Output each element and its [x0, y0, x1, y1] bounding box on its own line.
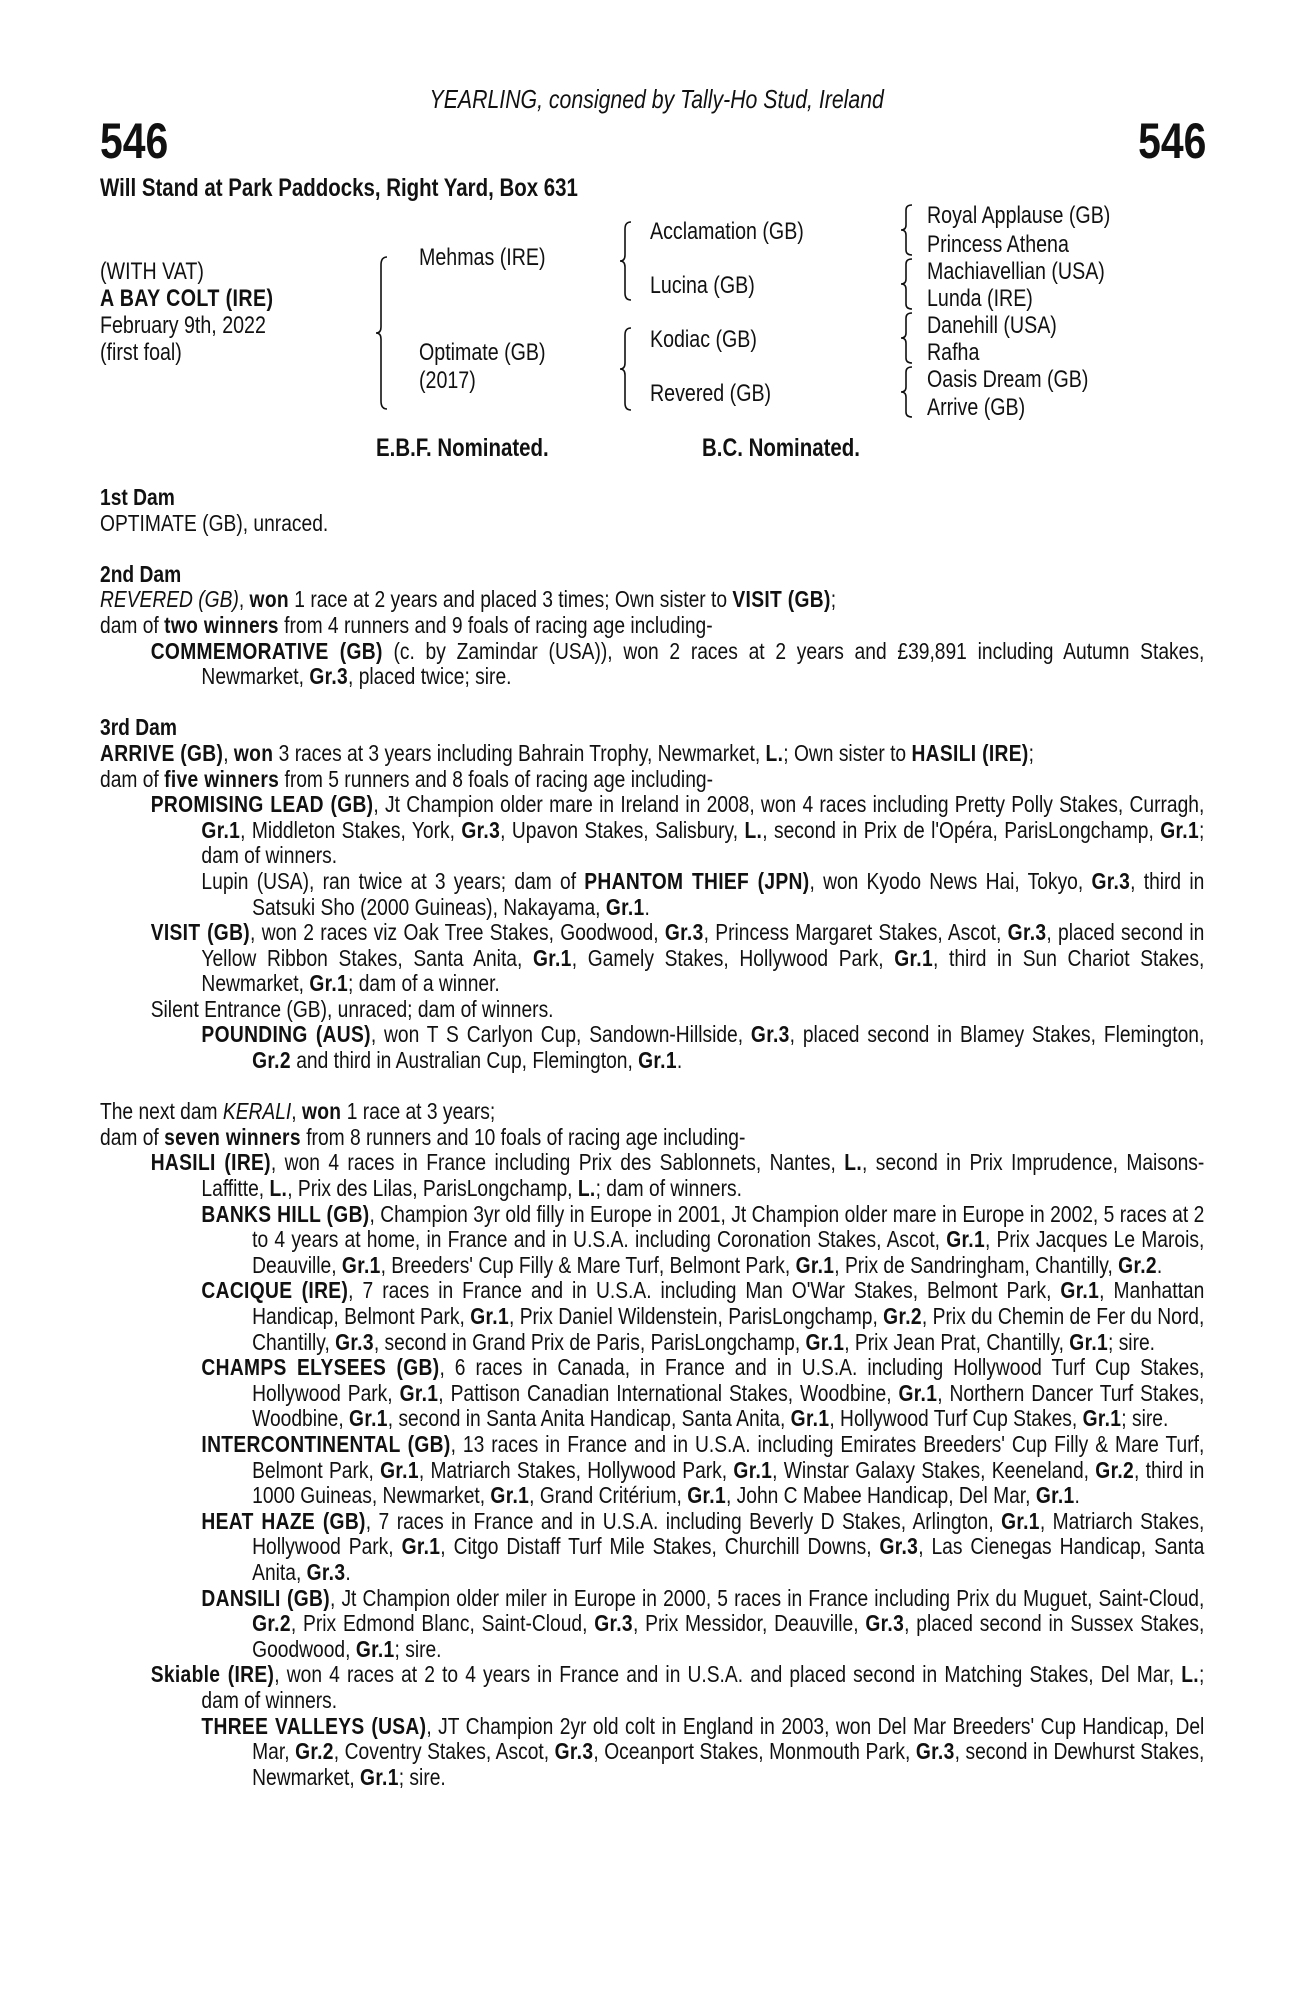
- bold-text: Gr.1: [399, 1379, 439, 1406]
- text: .: [676, 1047, 683, 1074]
- bold-text: Gr.1: [1082, 1405, 1122, 1432]
- text: , second in Prix de l'Opéra, ParisLongchamp,: [762, 816, 1161, 843]
- produce-record: [100, 1150, 1204, 1201]
- text: , second in Dewhurst Stakes, Newmarket,: [252, 1738, 1205, 1790]
- bold-text: won: [233, 739, 274, 766]
- sire-name: Mehmas (IRE): [419, 244, 546, 271]
- bold-text: L.: [1181, 1661, 1199, 1688]
- text: , Matriarch Stakes, Hollywood Park,: [418, 1456, 734, 1483]
- bc-nomination: [702, 434, 895, 463]
- text: , John C Mabee Handicap, Del Mar,: [725, 1482, 1036, 1509]
- text: , Jt Champion older mare in Ireland in 2008, won 4 races including Pretty Polly Stakes, Curragh,: [373, 791, 1205, 818]
- produce-record: [100, 767, 1204, 793]
- text: , Manhattan Handicap, Belmont Park,: [252, 1277, 1205, 1329]
- text: ; dam of winners.: [201, 1661, 1205, 1713]
- gen3-name: Lunda (IRE): [927, 285, 1033, 312]
- produce-record: [100, 1202, 1204, 1279]
- text: , second in Grand Prix de Paris, ParisLongchamp,: [373, 1328, 806, 1355]
- bold-text: POUNDING (AUS): [201, 1021, 371, 1048]
- pedigree-brace: [900, 204, 914, 256]
- foal-note: [100, 340, 200, 366]
- text: 1 race at 3 years;: [341, 1098, 496, 1125]
- text: , Jt Champion older miler in Europe in 2000, 5 races in France including Prix du Muguet, Saint-Cloud,: [329, 1584, 1205, 1611]
- dam-year: [419, 368, 488, 394]
- text: , second in Prix Imprudence, Maisons-Laffitte,: [201, 1149, 1205, 1202]
- bold-text: L.: [577, 1175, 596, 1202]
- bold-text: Gr.3: [335, 1328, 374, 1355]
- consignor-text: YEARLING, consigned by Tally-Ho Stud, Ireland: [429, 84, 885, 114]
- horse-name-text: A BAY COLT (IRE): [100, 285, 274, 312]
- bold-text: Gr.3: [309, 663, 349, 690]
- produce-record: [100, 511, 1204, 537]
- text: The next dam: [100, 1098, 223, 1125]
- bold-text: Gr.1: [687, 1482, 726, 1509]
- bold-text: CACIQUE (IRE): [201, 1277, 349, 1304]
- text: , Prix Jean Prat, Chantilly,: [844, 1328, 1070, 1355]
- grandsire-maternal: [650, 327, 781, 353]
- dam-section: [100, 1099, 1204, 1790]
- text: ; dam of a winner.: [348, 970, 500, 997]
- bold-text: Skiable (IRE): [150, 1661, 275, 1688]
- gen3-name: Princess Athena: [927, 231, 1069, 258]
- bold-text: Gr.1: [946, 1226, 985, 1253]
- gen2-name: Revered (GB): [650, 380, 772, 407]
- dam-year-text: (2017): [419, 367, 476, 394]
- produce-record: [100, 587, 1204, 613]
- bold-text: VISIT (GB): [150, 919, 251, 946]
- bold-text: Gr.1: [532, 944, 572, 971]
- bold-text: Gr.3: [664, 919, 704, 946]
- section-heading: 1st Dam: [100, 484, 175, 510]
- text: dam of: [100, 765, 165, 792]
- produce-record: [100, 1586, 1204, 1663]
- bold-text: L.: [269, 1175, 288, 1202]
- ebf-nomination: [376, 434, 587, 463]
- text: ; dam of winners.: [201, 816, 1205, 869]
- bold-text: Gr.1: [898, 1379, 938, 1406]
- bold-text: Gr.3: [594, 1610, 633, 1637]
- gen2-name: Lucina (GB): [650, 272, 755, 299]
- pedigree-brace: [900, 258, 914, 310]
- text: , Prix du Chemin de Fer du Nord, Chantilly,: [252, 1303, 1205, 1355]
- sire: [419, 245, 574, 271]
- lot-number: 546: [100, 113, 169, 169]
- bold-text: Gr.1: [638, 1047, 677, 1074]
- text: , won T S Carlyon Cup, Sandown-Hillside,: [370, 1021, 751, 1048]
- bold-text: HASILI (IRE): [911, 739, 1029, 766]
- produce-record: [100, 997, 1204, 1023]
- produce-record: [100, 639, 1204, 690]
- text: , won 2 races viz Oak Tree Stakes, Goodwood,: [250, 919, 665, 946]
- produce-record: [100, 1509, 1204, 1586]
- bold-text: ARRIVE (GB): [100, 739, 224, 766]
- text: , Prix de Sandringham, Chantilly,: [834, 1251, 1119, 1278]
- pedigree-brace: [619, 327, 633, 411]
- bold-text: Gr.3: [1007, 919, 1047, 946]
- text: ,: [238, 586, 250, 613]
- dam-section: [100, 485, 1204, 536]
- bold-text: five winners: [164, 765, 280, 792]
- text: , 6 races in Canada, in France and in U.S.A. including Hollywood Turf Cup Stakes, Hollywood Park,: [252, 1354, 1205, 1406]
- bold-text: Gr.1: [790, 1405, 830, 1432]
- text: , placed twice; sire.: [348, 663, 512, 690]
- text: , Champion 3yr old filly in Europe in 2001, Jt Champion older mare in Europe in 2002, 5 races at 2 to 4 years at home, in France and in U.S.A. including Coronation Stakes, Ascot,: [252, 1200, 1205, 1253]
- text: , Breeders' Cup Filly & Mare Turf, Belmont Park,: [380, 1251, 796, 1278]
- bold-text: HASILI (IRE): [150, 1149, 271, 1176]
- vat-text: (WITH VAT): [100, 258, 204, 285]
- dam-section: [100, 562, 1204, 690]
- gen3-name: Royal Applause (GB): [927, 202, 1111, 229]
- text: , Matriarch Stakes, Hollywood Park,: [252, 1507, 1205, 1560]
- text: OPTIMATE (GB), unraced.: [100, 509, 329, 536]
- gen3-ancestor: [927, 203, 1151, 229]
- text: , Pattison Canadian International Stakes, Woodbine,: [438, 1379, 899, 1406]
- text: , Prix Jacques Le Marois, Deauville,: [252, 1226, 1205, 1278]
- pedigree-brace: [375, 256, 389, 410]
- produce-record: [100, 869, 1204, 920]
- bold-text: L.: [744, 816, 763, 843]
- catalogue-body: [100, 485, 1204, 1816]
- text: , Citgo Distaff Turf Mile Stakes, Churchill Downs,: [440, 1533, 880, 1560]
- bold-text: Gr.1: [795, 1251, 835, 1278]
- produce-record: [100, 1278, 1204, 1355]
- bold-text: Gr.3: [865, 1610, 905, 1637]
- text: .: [345, 1558, 351, 1585]
- produce-record: [100, 741, 1204, 767]
- gen3-name: Oasis Dream (GB): [927, 366, 1089, 393]
- text: , Prix Edmond Blanc, Saint-Cloud,: [290, 1610, 595, 1637]
- text: ; Own sister to: [783, 739, 912, 766]
- bold-text: HEAT HAZE (GB): [201, 1507, 366, 1534]
- text: ; sire.: [398, 1763, 446, 1790]
- text: , won Kyodo News Hai, Tokyo,: [809, 867, 1092, 894]
- bold-text: Gr.2: [252, 1047, 291, 1074]
- text: , 13 races in France and in U.S.A. including Emirates Breeders' Cup Filly & Mare Turf, Belmont Park,: [252, 1430, 1205, 1483]
- produce-record: [100, 1099, 1204, 1125]
- bold-text: Gr.2: [295, 1738, 334, 1765]
- text: , Prix des Lilas, ParisLongchamp,: [287, 1175, 578, 1202]
- bold-text: Gr.1: [349, 1405, 388, 1432]
- text: , Prix Daniel Wildenstein, ParisLongchamp,: [508, 1303, 884, 1329]
- bold-text: Gr.1: [309, 970, 349, 997]
- text: , second in Santa Anita Handicap, Santa Anita,: [387, 1405, 791, 1432]
- bold-text: Gr.3: [750, 1021, 790, 1048]
- text: ; sire.: [394, 1635, 442, 1662]
- bold-text: Gr.1: [1160, 816, 1199, 843]
- bold-text: two winners: [164, 611, 279, 638]
- gen3-ancestor: [927, 367, 1124, 393]
- bold-text: Gr.1: [401, 1533, 441, 1560]
- gen2-name: Acclamation (GB): [650, 218, 804, 245]
- bold-text: L.: [765, 739, 784, 766]
- text: ; sire.: [1108, 1328, 1156, 1355]
- text: , Oceanport Stakes, Monmouth Park,: [593, 1738, 916, 1765]
- produce-record: [100, 920, 1204, 997]
- text: Lupin (USA), ran twice at 3 years; dam of: [201, 867, 585, 894]
- bold-text: Gr.3: [879, 1533, 919, 1560]
- text: dam of: [100, 1123, 165, 1150]
- text: from 5 runners and 8 foals of racing age including-: [279, 765, 713, 792]
- bold-text: VISIT (GB): [732, 586, 831, 613]
- bold-text: won: [249, 586, 289, 613]
- dam: [419, 340, 574, 366]
- bold-text: Gr.3: [915, 1738, 955, 1765]
- bold-text: seven winners: [164, 1123, 301, 1150]
- bold-text: Gr.2: [1095, 1456, 1135, 1483]
- text: , Princess Margaret Stakes, Ascot,: [703, 919, 1008, 946]
- text: , placed second in Blamey Stakes, Flemington,: [789, 1021, 1205, 1048]
- note-text: (first foal): [100, 339, 182, 366]
- bold-text: CHAMPS ELYSEES (GB): [201, 1354, 440, 1381]
- bold-text: won: [301, 1098, 342, 1125]
- text: , third in 1000 Guineas, Newmarket,: [252, 1456, 1205, 1509]
- bold-text: Gr.1: [605, 893, 645, 920]
- horse-name: [100, 286, 312, 312]
- text: , Upavon Stakes, Salisbury,: [500, 816, 745, 843]
- produce-record: [100, 792, 1204, 869]
- bold-text: Gr.1: [490, 1482, 530, 1509]
- text: , JT Champion 2yr old colt in England in 2003, won Del Mar Breeders' Cup Handicap, Del Mar,: [252, 1712, 1205, 1765]
- text: ,: [291, 1098, 302, 1125]
- gen3-name: Machiavellian (USA): [927, 258, 1105, 285]
- text: dam of: [100, 611, 165, 638]
- bold-text: Gr.1: [341, 1251, 381, 1278]
- text: , Las Cienegas Handicap, Santa Anita,: [252, 1533, 1205, 1585]
- text: ;: [1028, 739, 1034, 766]
- text: , Coventry Stakes, Ascot,: [333, 1738, 555, 1765]
- gen3-ancestor: [927, 259, 1144, 285]
- text: , third in Sun Chariot Stakes, Newmarket,: [201, 944, 1205, 997]
- text: .: [1156, 1251, 1163, 1278]
- nomination-text: E.B.F. Nominated.: [376, 434, 549, 462]
- text: , placed second in Yellow Ribbon Stakes, Santa Anita,: [201, 919, 1205, 971]
- text: from 8 runners and 10 foals of racing age including-: [300, 1123, 746, 1150]
- bold-text: PROMISING LEAD (GB): [150, 791, 374, 818]
- bold-text: Gr.1: [470, 1303, 509, 1329]
- bold-text: Gr.3: [554, 1738, 594, 1765]
- text: , 7 races in France and in U.S.A. including Beverly D Stakes, Arlington,: [365, 1507, 1002, 1534]
- text: , won 4 races in France including Prix des Sablonnets, Nantes,: [270, 1149, 845, 1176]
- text: , Northern Dancer Turf Stakes, Woodbine,: [252, 1379, 1205, 1432]
- text: 1 race at 2 years and placed 3 times; Own sister to: [288, 586, 733, 613]
- gen3-ancestor: [927, 232, 1100, 258]
- text: , won 4 races at 2 to 4 years in France and in U.S.A. and placed second in Matching Stakes, Del Mar,: [274, 1661, 1182, 1688]
- bold-text: Gr.2: [1118, 1251, 1157, 1278]
- foaling-date: [100, 313, 303, 339]
- pedigree-brace: [619, 221, 633, 301]
- gen2-name: Kodiac (GB): [650, 326, 757, 353]
- italic-text: KERALI: [222, 1098, 292, 1125]
- bold-text: COMMEMORATIVE (GB): [150, 637, 383, 664]
- bold-text: Gr.1: [1001, 1507, 1040, 1534]
- granddam-maternal: [650, 381, 798, 407]
- lot-number-right: [1123, 112, 1206, 170]
- bold-text: Gr.1: [1060, 1277, 1100, 1304]
- text: , third in Satsuki Sho (2000 Guineas), Nakayama,: [252, 867, 1205, 920]
- produce-record: [100, 1432, 1204, 1509]
- bold-text: L.: [844, 1149, 863, 1176]
- text: , Middleton Stakes, York,: [240, 816, 462, 843]
- bold-text: Gr.1: [1069, 1328, 1109, 1355]
- text: , Winstar Galaxy Stakes, Keeneland,: [772, 1456, 1096, 1483]
- gen3-ancestor: [927, 286, 1056, 312]
- produce-record: [100, 613, 1204, 639]
- bold-text: Gr.1: [805, 1328, 845, 1355]
- bold-text: THREE VALLEYS (USA): [201, 1712, 427, 1739]
- text: Silent Entrance (GB), unraced; dam of winners.: [150, 995, 554, 1022]
- gen3-name: Arrive (GB): [927, 394, 1026, 421]
- vat-note: [100, 259, 227, 285]
- text: , Hollywood Turf Cup Stakes,: [829, 1405, 1083, 1432]
- pedigree-brace: [900, 366, 914, 418]
- bold-text: Gr.2: [252, 1610, 291, 1637]
- location-text: Will Stand at Park Paddocks, Right Yard, Box 631: [100, 174, 578, 202]
- italic-text: REVERED (GB): [100, 586, 239, 613]
- gen3-ancestor: [927, 340, 991, 366]
- granddam-paternal: [650, 273, 778, 299]
- text: , Gamely Stakes, Hollywood Park,: [571, 944, 895, 971]
- gen3-ancestor: [927, 313, 1086, 339]
- bold-text: Gr.3: [461, 816, 501, 843]
- pedigree-brace: [900, 312, 914, 364]
- text: .: [1074, 1482, 1080, 1509]
- produce-record: [100, 1355, 1204, 1432]
- bold-text: Gr.3: [1091, 867, 1131, 894]
- produce-record: [100, 1714, 1204, 1791]
- bold-text: Gr.1: [894, 944, 933, 971]
- bold-text: Gr.3: [306, 1558, 346, 1585]
- nomination-text: B.C. Nominated.: [702, 434, 860, 462]
- produce-record: [100, 1662, 1204, 1713]
- text: .: [644, 893, 650, 920]
- stable-location: [100, 174, 684, 203]
- bold-text: Gr.1: [1035, 1482, 1075, 1509]
- gen3-name: Rafha: [927, 339, 980, 366]
- text: ,: [223, 739, 234, 766]
- text: , Prix Messidor, Deauville,: [632, 1610, 866, 1637]
- text: , 7 races in France and in U.S.A. including Man O'War Stakes, Belmont Park,: [348, 1277, 1061, 1304]
- gen3-name: Danehill (USA): [927, 312, 1057, 339]
- dam-section: [100, 715, 1204, 1073]
- text: (c. by Zamindar (USA)), won 2 races at 2 years and £39,891 including Autumn Stakes, Newmarket,: [201, 637, 1205, 690]
- bold-text: Gr.1: [201, 816, 241, 843]
- bold-text: Gr.1: [380, 1456, 419, 1483]
- bold-text: PHANTOM THIEF (JPN): [584, 867, 810, 894]
- section-heading: 3rd Dam: [100, 714, 177, 741]
- grandsire-paternal: [650, 219, 838, 245]
- produce-record: [100, 1125, 1204, 1151]
- text: 3 races at 3 years including Bahrain Trophy, Newmarket,: [273, 739, 766, 766]
- text: and third in Australian Cup, Flemington,: [290, 1047, 639, 1074]
- bold-text: INTERCONTINENTAL (GB): [201, 1430, 451, 1457]
- bold-text: Gr.1: [733, 1456, 773, 1483]
- text: ;: [830, 586, 837, 613]
- section-heading: 2nd Dam: [100, 560, 182, 587]
- produce-record: [100, 1022, 1204, 1073]
- text: from 4 runners and 9 foals of racing age including-: [278, 611, 713, 638]
- gen3-ancestor: [927, 395, 1047, 421]
- dam-name: Optimate (GB): [419, 339, 546, 366]
- bold-text: BANKS HILL (GB): [201, 1200, 370, 1227]
- text: , Grand Critérium,: [529, 1482, 688, 1509]
- dob-text: February 9th, 2022: [100, 312, 266, 339]
- lot-number: 546: [1137, 113, 1206, 169]
- bold-text: Gr.1: [360, 1763, 399, 1790]
- bold-text: Gr.1: [355, 1635, 395, 1662]
- bold-text: DANSILI (GB): [201, 1584, 330, 1611]
- consignor-line: [0, 84, 1314, 115]
- lot-number-left: [100, 112, 183, 170]
- text: , placed second in Sussex Stakes, Goodwood,: [252, 1610, 1205, 1662]
- text: ; sire.: [1121, 1405, 1169, 1432]
- text: ; dam of winners.: [595, 1175, 742, 1202]
- bold-text: Gr.2: [883, 1303, 922, 1329]
